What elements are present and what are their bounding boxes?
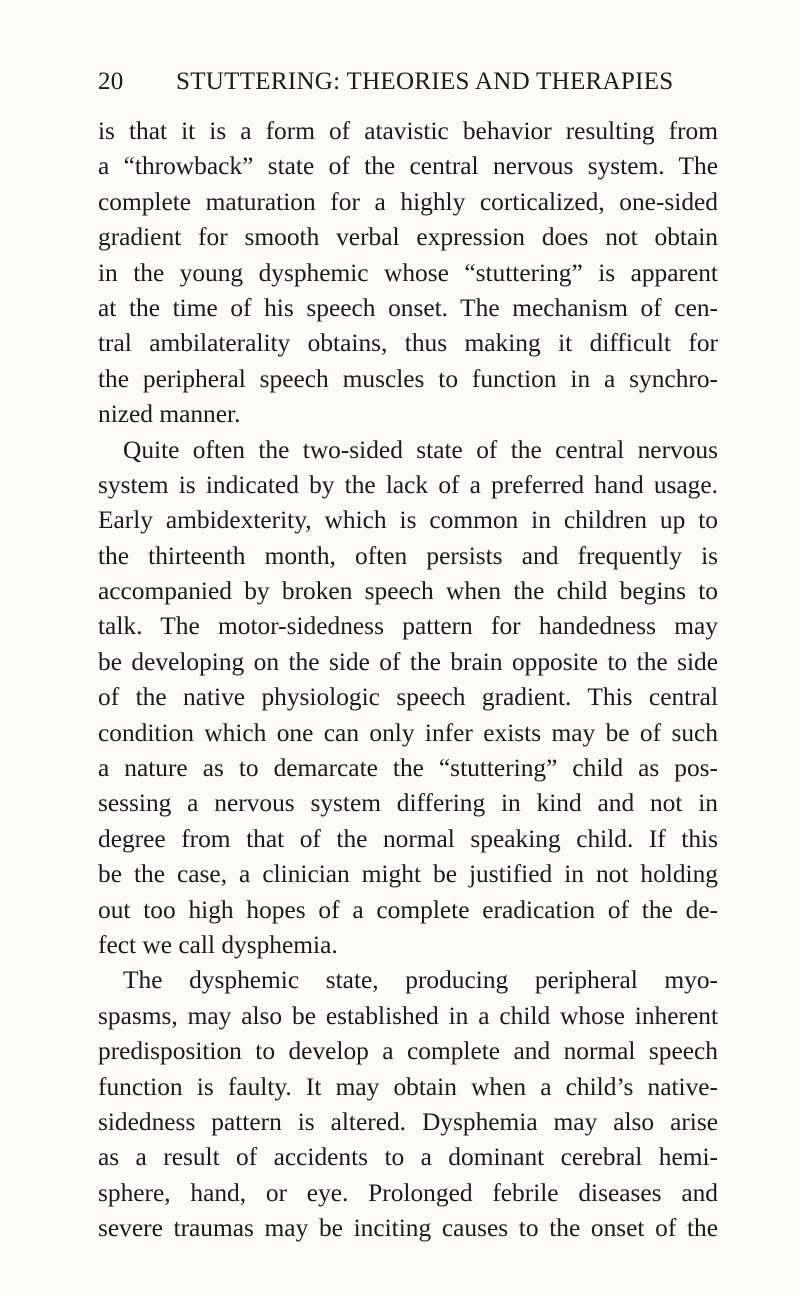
- text-line: tral ambilaterality obtains, thus making it difficult for: [98, 329, 718, 358]
- text-line: predisposition to develop a complete and normal speech: [98, 1037, 718, 1066]
- text-line: degree from that of the normal speaking child. If this: [98, 824, 718, 853]
- text-line: at the time of his speech onset. The mechanism of cen-: [98, 293, 718, 322]
- running-title: STUTTERING: THEORIES AND THERAPIES: [176, 68, 674, 95]
- text-line: talk. The motor-sidedness pattern for handedness may: [98, 612, 718, 641]
- text-line: nized manner.: [98, 400, 241, 429]
- text-line: out too high hopes of a complete eradication of the de-: [98, 895, 718, 924]
- text-line: of the native physiologic speech gradient. This central: [98, 683, 718, 712]
- text-line: complete maturation for a highly corticalized, one-sided: [98, 187, 718, 216]
- running-header: [98, 68, 718, 108]
- text-line: Quite often the two-sided state of the central nervous: [123, 435, 718, 464]
- text-line: condition which one can only infer exists may be of such: [98, 718, 718, 747]
- text-line: fect we call dysphemia.: [98, 930, 338, 959]
- text-line: in the young dysphemic whose “stuttering” is apparent: [98, 258, 718, 287]
- text-line: is that it is a form of atavistic behavior resulting from: [98, 117, 718, 145]
- text-line: as a result of accidents to a dominant cerebral hemi-: [98, 1143, 718, 1172]
- text-line: the peripheral speech muscles to function in a synchro-: [98, 364, 718, 393]
- text-line: sidedness pattern is altered. Dysphemia may also arise: [98, 1107, 718, 1136]
- text-line: system is indicated by the lack of a preferred hand usage.: [98, 470, 718, 499]
- text-line: gradient for smooth verbal expression does not obtain: [98, 223, 718, 252]
- text-line: accompanied by broken speech when the child begins to: [98, 577, 718, 606]
- text-line: The dysphemic state, producing peripheral myo-: [123, 966, 718, 995]
- text-line: a nature as to demarcate the “stuttering” child as pos-: [98, 754, 718, 783]
- text-line: severe traumas may be inciting causes to the onset of the: [98, 1214, 718, 1243]
- text-line: be the case, a clinician might be justified in not holding: [98, 860, 718, 889]
- text-line: sphere, hand, or eye. Prolonged febrile diseases and: [98, 1178, 718, 1207]
- text-line: be developing on the side of the brain opposite to the side: [98, 647, 718, 676]
- body-text: [98, 114, 718, 1247]
- page-number: 20: [98, 68, 124, 95]
- text-line: sessing a nervous system differing in kind and not in: [98, 789, 718, 818]
- text-line: Early ambidexterity, which is common in children up to: [98, 506, 718, 535]
- text-line: the thirteenth month, often persists and frequently is: [98, 541, 718, 570]
- text-line: a “throwback” state of the central nervous system. The: [98, 152, 718, 181]
- text-line: spasms, may also be established in a child whose inherent: [98, 1001, 718, 1030]
- text-line: function is faulty. It may obtain when a child’s native-: [98, 1072, 718, 1101]
